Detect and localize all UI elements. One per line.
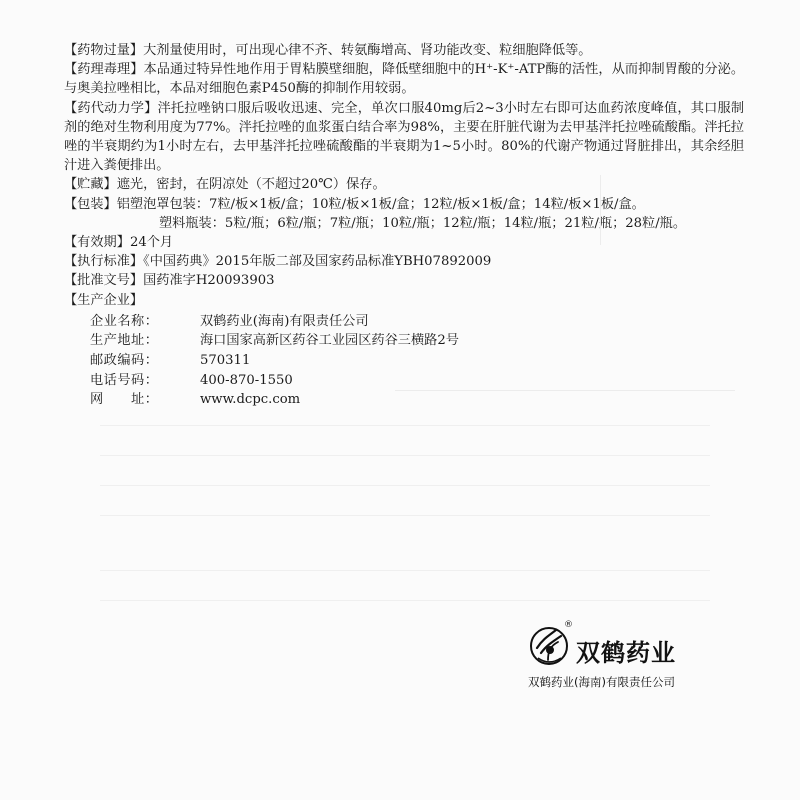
- pharmacology-label: 【药理毒理】: [64, 62, 144, 78]
- manufacturer-label: 【生产企业】: [64, 292, 144, 308]
- company-phone-row: [64, 371, 744, 391]
- storage-text: 遮光，密封，在阴凉处（不超过20℃）保存。: [116, 177, 386, 193]
- company-address: 海口国家高新区药谷工业园区药谷三横路2号: [200, 333, 459, 349]
- company-phone: 400-870-1550: [200, 372, 293, 388]
- company-name-row: [64, 312, 744, 332]
- pharmacology-text: 本品通过特异性地作用于胃粘膜壁细胞，降低壁细胞中的H⁺-K⁺-ATP酶的活性，从而抑制胃酸的分泌。与奥美拉唑相比，本品对细胞色素P450酶的抑制作用较弱。: [64, 62, 745, 97]
- standard-section: [64, 252, 744, 271]
- company-phone-label: 电话号码：: [90, 372, 159, 388]
- packaging-label: 【包装】: [64, 196, 117, 212]
- standard-label: 【执行标准】: [64, 254, 144, 270]
- pharmacokinetics-text: 泮托拉唑钠口服后吸收迅速、完全，单次口服40mg后2~3小时左右即可达血药浓度峰值，其口服制剂的绝对生物利用度为77%。泮托拉唑的血浆蛋白结合率为98%，主要在肝脏代谢为去甲基泮托拉唑硫酸酯。泮托拉唑的半衰期约为1小时左右，去甲基泮托拉唑硫酸酯的半衰期为1~5小时。80%的代谢产物通过肾脏排出，其余经胆汁进入粪便排出。: [64, 100, 744, 174]
- company-postcode-row: [64, 351, 744, 371]
- company-address-row: [64, 331, 744, 351]
- overdose-label: 【药物过量】: [64, 43, 144, 58]
- company-logo: [528, 622, 718, 692]
- company-postcode: 570311: [200, 353, 251, 369]
- pharmacology-section: [64, 60, 744, 98]
- storage-label: 【贮藏】: [64, 177, 117, 193]
- company-name-label: 企业名称：: [90, 313, 159, 329]
- validity-label: 【有效期】: [64, 235, 130, 251]
- packaging-line-1: 铝塑泡罩包装：7粒/板×1板/盒；10粒/板×1板/盒；12粒/板×1板/盒；14粒/板×1板/盒。: [116, 196, 645, 212]
- company-postcode-label: 邮政编码：: [90, 353, 159, 369]
- pharmacokinetics-label: 【药代动力学】: [64, 100, 158, 116]
- company-website: www.dcpc.com: [200, 392, 301, 408]
- approval-section: [64, 271, 744, 290]
- packaging-line-2: 塑料瓶装：5粒/瓶；6粒/瓶；7粒/瓶；10粒/瓶；12粒/瓶；14粒/瓶；21粒/瓶；28粒/瓶。: [159, 215, 687, 231]
- approval-text: 国药准字H20093903: [143, 273, 275, 289]
- company-name: 双鹤药业(海南)有限责任公司: [200, 313, 369, 329]
- overdose-section: [64, 41, 744, 60]
- company-website-label: 网 址：: [90, 392, 159, 408]
- brand-name: 双鹤药业: [576, 639, 676, 667]
- brand-full-name: 双鹤药业(海南)有限责任公司: [528, 675, 675, 689]
- approval-label: 【批准文号】: [64, 273, 144, 289]
- overdose-text: 大剂量使用时，可出现心律不齐、转氨酶增高、肾功能改变、粒细胞降低等。: [143, 43, 592, 58]
- pharmacokinetics-section: [64, 99, 744, 176]
- company-address-label: 生产地址：: [90, 333, 159, 349]
- registered-mark: ®: [564, 620, 573, 630]
- standard-text: 《中国药典》2015年版二部及国家药品标准YBH07892009: [143, 254, 492, 270]
- manufacturer-section: [64, 291, 744, 310]
- validity-text: 24个月: [129, 235, 174, 251]
